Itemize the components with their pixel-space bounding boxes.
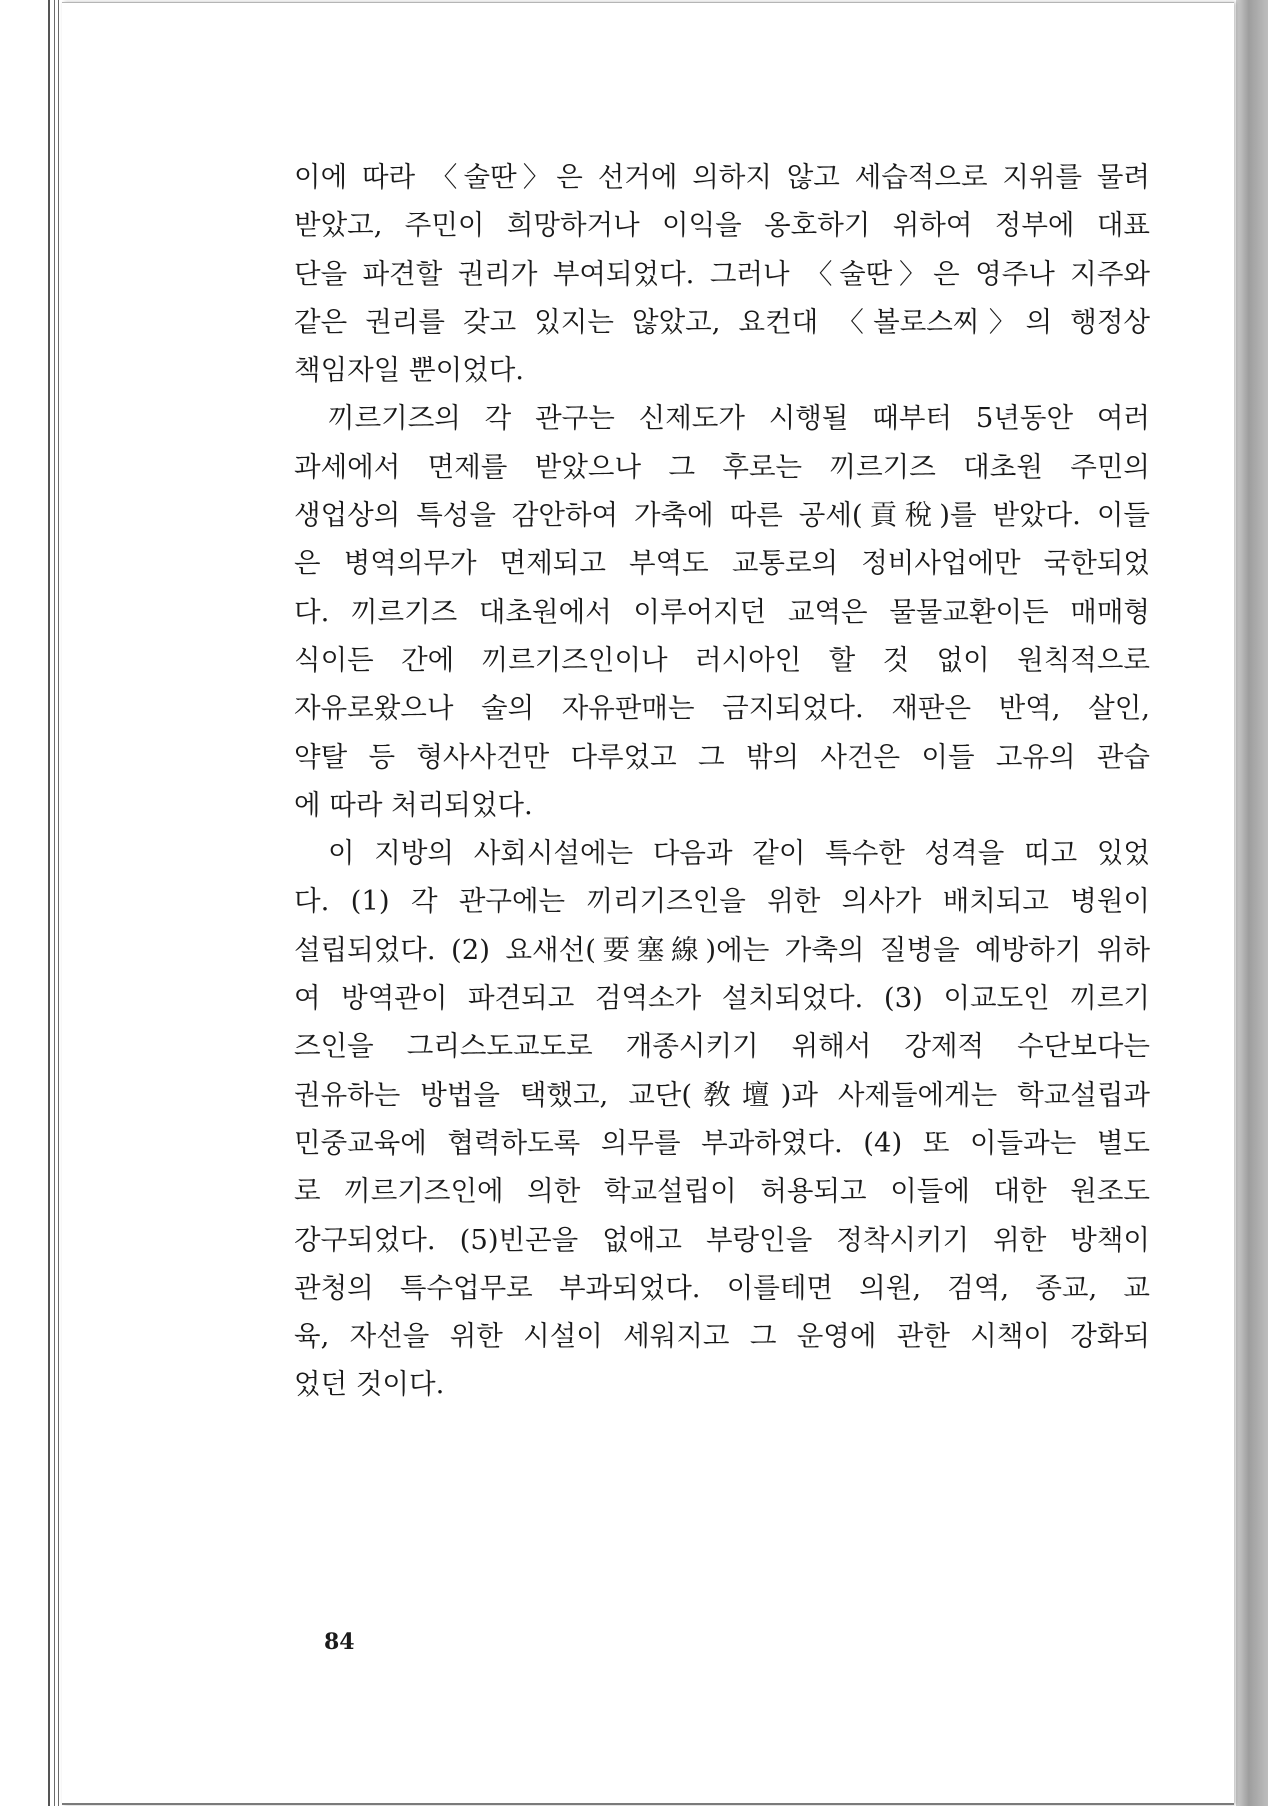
text-line: 다. (1) 각 관구에는 끼리기즈인을 위한 의사가 배치되고 병원이 bbox=[294, 885, 1150, 918]
text-line: 권유하는 방법을 택했고, 교단(敎壇)과 사제들에게는 학교설립과 bbox=[294, 1078, 1150, 1111]
text-line: 로 끼르기즈인에 의한 학교설립이 허용되고 이들에 대한 원조도 bbox=[294, 1175, 1150, 1208]
text-line: 식이든 간에 끼르기즈인이나 러시아인 할 것 없이 원칙적으로 bbox=[294, 643, 1150, 676]
text-line: 책임자일 뿐이었다. bbox=[294, 354, 525, 387]
paragraph bbox=[294, 394, 1150, 829]
page-shadow bbox=[1236, 0, 1268, 1806]
text-line: 설립되었다. (2) 요새선(要塞線)에는 가축의 질병을 예방하기 위하 bbox=[294, 933, 1150, 966]
page-number: 84 bbox=[324, 1629, 355, 1655]
paragraph bbox=[294, 829, 1150, 1409]
text-line: 강구되었다. (5)빈곤을 없애고 부랑인을 정착시키기 위한 방책이 bbox=[294, 1223, 1150, 1256]
text-line: 자유로왔으나 술의 자유판매는 금지되었다. 재판은 반역, 살인, bbox=[294, 692, 1150, 725]
text-line: 같은 권리를 갖고 있지는 않았고, 요컨대 〈볼로스찌〉의 행정상 bbox=[294, 305, 1150, 338]
text-line: 여 방역관이 파견되고 검역소가 설치되었다. (3) 이교도인 끼르기 bbox=[294, 982, 1150, 1015]
paragraph bbox=[294, 153, 1150, 394]
text-line: 즈인을 그리스도교도로 개종시키기 위해서 강제적 수단보다는 bbox=[294, 1030, 1150, 1063]
text-line: 이에 따라 〈술딴〉은 선거에 의하지 않고 세습적으로 지위를 물려 bbox=[294, 161, 1150, 193]
text-line: 다. 끼르기즈 대초원에서 이루어지던 교역은 물물교환이든 매매형 bbox=[294, 595, 1150, 628]
text-line: 끼르기즈의 각 관구는 신제도가 시행될 때부터 5년동안 여러 bbox=[328, 402, 1150, 435]
book-page bbox=[62, 2, 1234, 1805]
text-line: 에 따라 처리되었다. bbox=[294, 788, 533, 821]
text-line: 약탈 등 형사사건만 다루었고 그 밖의 사건은 이들 고유의 관습 bbox=[294, 740, 1150, 773]
text-line: 단을 파견할 권리가 부여되었다. 그러나 〈술딴〉은 영주나 지주와 bbox=[294, 257, 1150, 290]
text-line: 받았고, 주민이 희망하거나 이익을 옹호하기 위하여 정부에 대표 bbox=[294, 209, 1150, 242]
text-line: 이 지방의 사회시설에는 다음과 같이 특수한 성격을 띠고 있었 bbox=[328, 837, 1150, 870]
text-line: 육, 자선을 위한 시설이 세워지고 그 운영에 관한 시책이 강화되 bbox=[294, 1320, 1150, 1353]
text-line: 관청의 특수업무로 부과되었다. 이를테면 의원, 검역, 종교, 교 bbox=[294, 1271, 1150, 1304]
text-line: 과세에서 면제를 받았으나 그 후로는 끼르기즈 대초원 주민의 bbox=[294, 450, 1150, 483]
text-line: 은 병역의무가 면제되고 부역도 교통로의 정비사업에만 국한되었 bbox=[294, 547, 1150, 580]
body-text bbox=[294, 153, 1150, 1409]
text-line: 민중교육에 협력하도록 의무를 부과하였다. (4) 또 이들과는 별도 bbox=[294, 1126, 1150, 1159]
text-line: 었던 것이다. bbox=[294, 1368, 445, 1401]
text-line: 생업상의 특성을 감안하여 가축에 따른 공세(貢稅)를 받았다. 이들 bbox=[294, 499, 1150, 532]
